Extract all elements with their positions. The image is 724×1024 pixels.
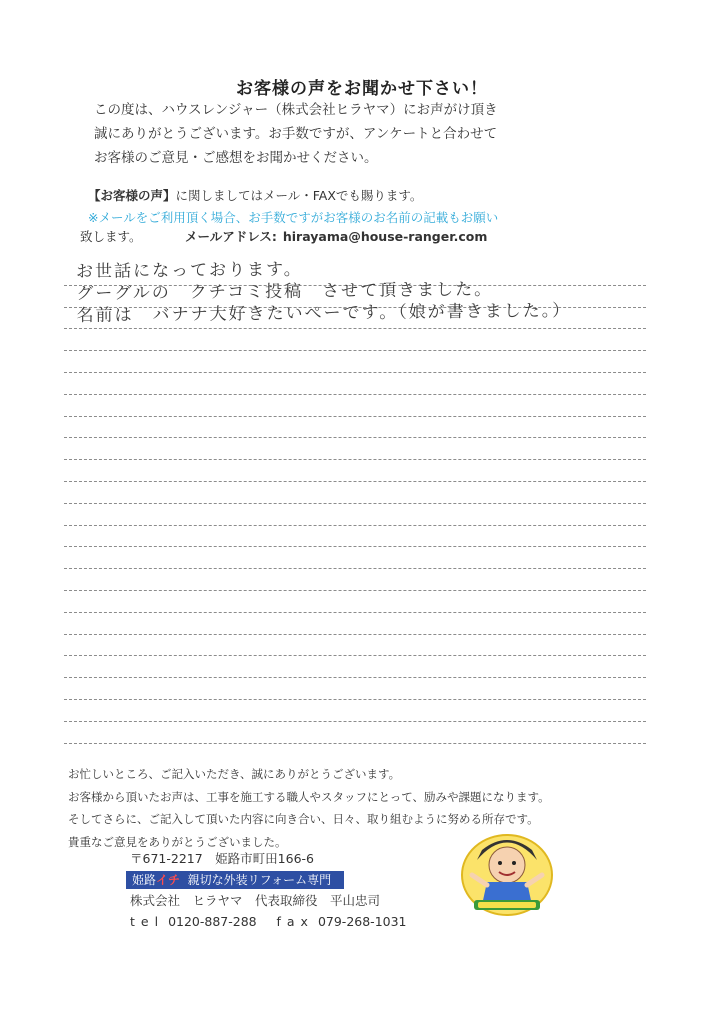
notice-heading: 【お客様の声】 [88,188,176,203]
comment-lines [64,264,646,744]
company-address: 〒671-2217 姫路市町田166-6 [130,851,315,866]
comment-line [64,504,646,526]
handwritten-line: お世話になっております。 [76,259,303,282]
handwritten-line: 名前は バナナ大好きたいぺーです。（娘が書きました。） [76,300,572,326]
comment-line [64,351,646,373]
fax-label: fax [276,914,314,929]
company-banner [126,871,344,889]
tel-number: 0120-887-288 [168,914,257,929]
handwritten-line: グーグルの クチコミ投稿 させて頂きました。 [76,279,494,304]
comment-line [64,722,646,744]
mascot-logo [452,820,562,920]
comment-line [64,482,646,504]
comment-line [64,417,646,439]
comment-line [64,613,646,635]
email-row [80,227,487,245]
email-label: メールアドレス: [185,229,277,244]
contact-notice [88,185,498,229]
comment-line [64,678,646,700]
tel-label: tel [130,914,165,929]
notice-text: に関しましてはメール・FAXでも賜ります。 [175,188,423,203]
email-address: hirayama@house-ranger.com [282,229,488,244]
comment-line [64,329,646,351]
company-banner-row [130,869,407,890]
notice-email-request-end: 致します。 [80,229,142,244]
company-name: 株式会社 ヒラヤマ 代表取締役 平山忠司 [130,893,381,908]
comment-line [64,526,646,548]
closing-line: お客様から頂いたお声は、工事を施工する職人やスタッフにとって、励みや課題になります。 [68,789,550,804]
company-phone-row [130,911,407,932]
intro-text [94,98,554,170]
intro-line: 誠にありがとうございます。お手数ですが、アンケートと合わせて [94,126,498,142]
comment-line [64,656,646,678]
banner-city: 姫路 [132,873,157,887]
mascot-icon [452,820,562,920]
closing-line: 貴重なご意見をありがとうございました。 [68,834,287,849]
page-title: お客様の声をお聞かせ下さい！ [236,79,488,99]
closing-line: そしてさらに、ご記入して頂いた内容に向き合い、日々、取り組むように努める所存です。 [68,812,539,826]
comment-line [64,569,646,591]
fax-number: 079-268-1031 [317,914,407,929]
comment-line [64,373,646,395]
intro-line: この度は、ハウスレンジャー（株式会社ヒラヤマ）にお声がけ頂き [94,102,498,118]
closing-line: お忙しいところ、ご記入いただき、誠にありがとうございます。 [68,767,401,781]
comment-line [64,591,646,613]
intro-line: お客様のご意見・ご感想をお聞かせください。 [94,150,378,166]
comment-line [64,547,646,569]
handwritten-comment [76,257,571,328]
comment-line [64,395,646,417]
notice-email-request: ※メールをご利用頂く場合、お手数ですがお客様のお名前の記載もお願い [88,210,499,225]
company-info [130,848,407,932]
comment-line [64,635,646,657]
comment-line [64,438,646,460]
comment-line [64,460,646,482]
banner-accent: イチ [156,873,181,887]
comment-line [64,700,646,722]
banner-text: 親切な外装リフォーム専門 [187,873,332,887]
notice-line [88,185,498,207]
